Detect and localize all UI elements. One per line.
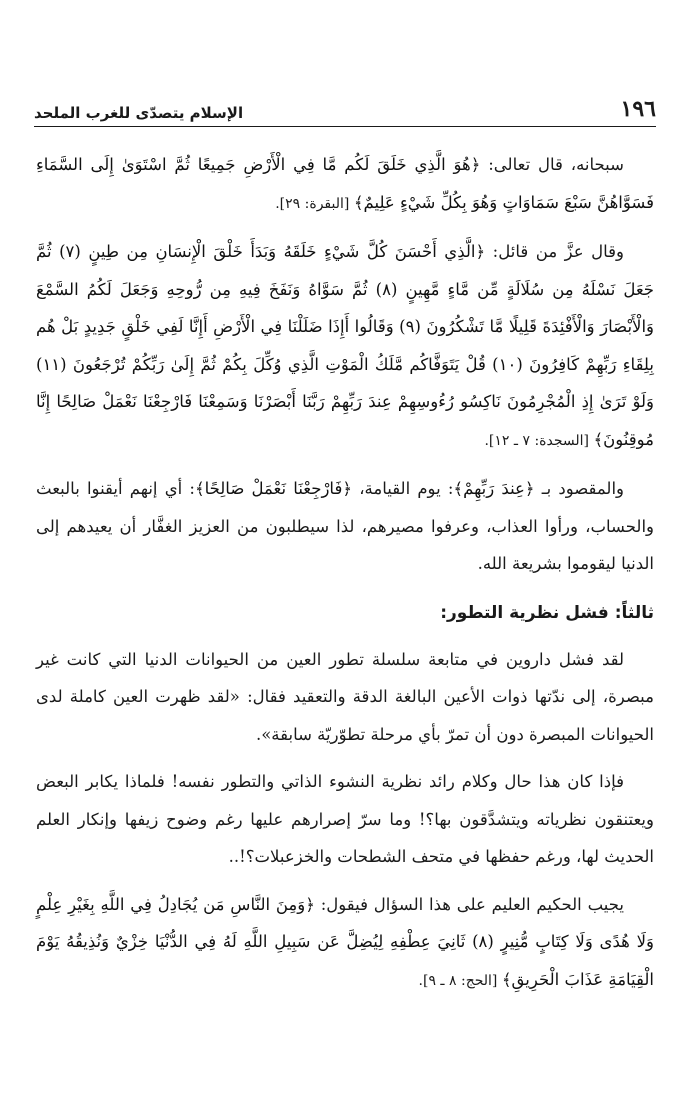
paragraph-question: فإذا كان هذا حال وكلام رائد نظرية النشوء الذاتي والتطور نفسه! فلماذا يكابر البعض ويعتنقون نظرياته ويتشدَّقون بها؟! وما سرّ إصرارهم عليها رغم وضوح زيفها وإنكار العلم الحديث لها، ورغم حفظها في متحف الشطحات والخزعبلات؟!.. [36,772,654,866]
verse-citation: [الحج: ٨ ـ ٩]. [418,972,502,989]
quran-verse: ﴿هُوَ الَّذِي خَلَقَ لَكُم مَّا فِي الْأَرْضِ جَمِيعًا ثُمَّ اسْتَوَىٰ إِلَى السَّمَاءِ فَسَوَّاهُنَّ سَبْعَ سَمَاوَاتٍ وَهُوَ بِكُلِّ شَيْءٍ عَلِيمٌ﴾ [36,155,654,212]
section-heading: ثالثاً: فشل نظرية التطور: [440,602,654,623]
text-run: : أي إنهم أيقنوا بالبعث والحساب، ورأوا العذاب، وعرفوا مصيرهم، لذا سيطلبون من العزيز الغفَّار أن يعيدهم إلى الدنيا ليقوموا بشريعة الله. [36,479,654,573]
running-title: الإسلام يتصدّى للغرب الملحد [34,104,244,122]
paragraph-sajdah [36,233,654,460]
page-number: ١٩٦ [620,96,656,122]
paragraph-baqarah [36,146,654,223]
paragraph-explanation [36,470,654,583]
text-run: : يوم القيامة، [352,479,454,498]
paragraph-darwin: لقد فشل داروين في متابعة سلسلة تطور العين من الحيوانات الدنيا التي كانت غير مبصرة، إلى ندّتها ذوات الأعين البالغة الدقة والتعقيد فقال: «لقد ظهرت العين كاملة لدى الحيوانات المبصرة دون أن تمرّ بأي مرحلة تطوّريّة سابقة». [36,649,654,744]
quran-term: ﴿عِندَ رَبِّهِمْ﴾ [453,479,535,498]
text-run: والمقصود بـ [534,479,625,498]
paragraph-hajj [36,886,654,1001]
quran-term: ﴿فَارْجِعْنَا نَعْمَلْ صَالِحًا﴾ [194,479,353,498]
paragraph-intro: يجيب الحكيم العليم على هذا السؤال فيقول: [314,894,624,914]
page-header [34,92,656,127]
page-body [36,146,654,1000]
paragraph-intro: سبحانه، قال تعالى: [480,155,624,174]
verse-citation: [السجدة: ٧ ـ ١٢]. [484,432,594,449]
quran-verse: ﴿الَّذِي أَحْسَنَ كُلَّ شَيْءٍ خَلَقَهُ وَبَدَأَ خَلْقَ الْإِنسَانِ مِن طِينٍ (٧) ثُمَّ جَعَلَ نَسْلَهُ مِن سُلَالَةٍ مِّن مَّاءٍ مَّهِينٍ (٨) ثُمَّ سَوَّاهُ وَنَفَخَ فِيهِ مِن رُّوحِهِ وَجَعَلَ لَكُمُ السَّمْعَ وَالْأَبْصَارَ وَالْأَفْئِدَةَ قَلِيلًا مَّا تَشْكُرُونَ (٩) وَقَالُوا أَإِذَا ضَلَلْنَا فِي الْأَرْضِ أَإِنَّا لَفِي خَلْقٍ جَدِيدٍ بَلْ هُم بِلِقَاءِ رَبِّهِمْ كَافِرُونَ (١٠) قُلْ يَتَوَفَّاكُم مَّلَكُ الْمَوْتِ الَّذِي وُكِّلَ بِكُمْ ثُمَّ إِلَىٰ رَبِّكُمْ تُرْجَعُونَ (١١) وَلَوْ تَرَىٰ إِذِ الْمُجْرِمُونَ نَاكِسُو رُءُوسِهِمْ عِندَ رَبِّهِمْ رَبَّنَا أَبْصَرْنَا وَسَمِعْنَا فَارْجِعْنَا نَعْمَلْ صَالِحًا إِنَّا مُوقِنُونَ﴾ [36,242,655,449]
paragraph-intro: وقال عزَّ من قائل: [485,242,624,261]
quran-verse: ﴿وَمِنَ النَّاسِ مَن يُجَادِلُ فِي اللَّهِ بِغَيْرِ عِلْمٍ وَلَا هُدًى وَلَا كِتَابٍ مُّنِيرٍ (٨) ثَانِيَ عِطْفِهِ لِيُضِلَّ عَن سَبِيلِ اللَّهِ لَهُ فِي الدُّنْيَا خِزْيٌ وَنُذِيقُهُ يَوْمَ الْقِيَامَةِ عَذَابَ الْحَرِيقِ﴾ [36,894,654,989]
verse-citation: [البقرة: ٢٩]. [275,195,354,212]
